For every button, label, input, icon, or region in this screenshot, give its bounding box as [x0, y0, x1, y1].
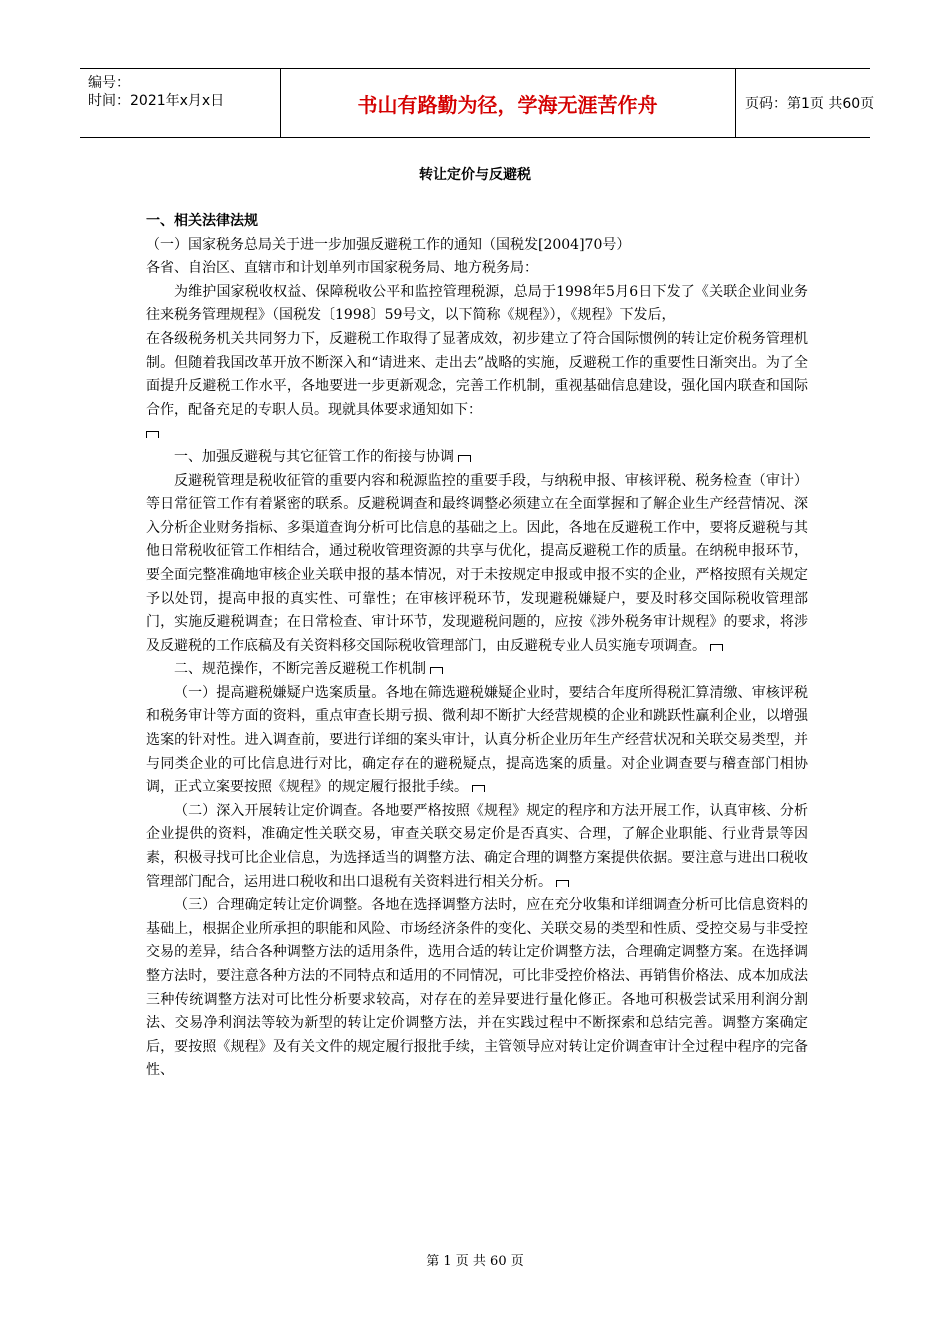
document-body	[146, 210, 808, 1083]
paragraph: 各省、自治区、直辖市和计划单列市国家税务局、地方税务局：	[146, 260, 538, 277]
paragraph-text: 一、加强反避税与其它征管工作的衔接与协调	[174, 448, 454, 465]
header-page-info: 页码：第1页 共60页	[745, 96, 875, 112]
paragraph-text: 反避税管理是税收征管的重要内容和税源监控的重要手段，与纳税申报、审核评税、税务检查（审计）等日常征管工作有着紧密的联系。反避税调查和最终调整必须建立在全面掌握和了解企业生产经营情况、深入分析企业财务指标、多渠道查询分析可比信息的基础之上。因此，各地在反避税工作中，要将反避税与其他日常税收征管工作相结合，通过税收管理资源的共享与优化，提高反避税工作的质量。在纳税申报环节，要全面完整准确地审核企业关联申报的基本情况，对于未按规定申报或申报不实的企业，严格按照有关规定予以处罚，提高申报的真实性、可靠性；在审核评税环节，发现避税嫌疑户，要及时移交国际税收管理部门，实施反避税调查；在日常检查、审计环节，发现避税问题的，应按《涉外税务审计规程》的要求，将涉及反避税的工作底稿及有关资料移交国际税收管理部门，由反避税专业人员实施专项调查。	[146, 472, 808, 654]
paragraph: （三）合理确定转让定价调整。各地在选择调整方法时，应在充分收集和详细调查分析可比信息资料的基础上，根据企业所承担的职能和风险、市场经济条件的变化、关联交易的类型和性质、受控交易与非受控交易的差异，结合各种调整方法的适用条件，选用合适的转让定价调整方法，合理确定调整方案。在选择调整方法时，要注意各种方法的不同特点和适用的不同情况，可比非受控价格法、再销售价格法、成本加成法三种传统调整方法对可比性分析要求较高，对存在的差异要进行量化修正。各地可积极尝试采用利润分割法、交易净利润法等较为新型的转让定价调整方法，并在实践过程中不断探索和总结完善。调整方案确定后，要按照《规程》及有关文件的规定履行报批手续，主管领导应对转让定价调查审计全过程中程序的完备性、	[146, 897, 808, 1079]
paragraph: 在各级税务机关共同努力下，反避税工作取得了显著成效，初步建立了符合国际惯例的转让定价税务管理机制。但随着我国改革开放不断深入和“请进来、走出去”战略的实施，反避税工作的重要性日渐突出。为了全面提升反避税工作水平，各地要进一步更新观念，完善工作机制，重视基础信息建设，强化国内联查和国际合作，配备充足的专职人员。现就具体要求通知如下：	[146, 330, 808, 418]
paragraph: 为维护国家税收权益、保障税收公平和监控管理税源，总局于1998年5月6日下发了《关联企业间业务往来税务管理规程》（国税发〔1998〕59号文，以下简称《规程》），《规程》下发后，	[146, 283, 808, 324]
page-footer: 第 1 页 共 60 页	[426, 1254, 524, 1269]
paragraph-text: （二）深入开展转让定价调查。各地要严格按照《规程》规定的程序和方法开展工作，认真审核、分析企业提供的资料，准确定性关联交易，审查关联交易定价是否真实、合理，了解企业职能、行业背景等因素，积极寻找可比企业信息，为选择适当的调整方法、确定合理的调整方案提供依据。要注意与进出口税收管理部门配合，运用进口税收和出口退税有关资料进行相关分析。	[146, 802, 808, 890]
paragraph: （一）国家税务总局关于进一步加强反避税工作的通知（国税发[2004]70号）	[146, 236, 631, 253]
paragraph	[146, 800, 808, 894]
doc-date-label: 时间：2021年x月x日	[88, 93, 225, 109]
paragraph-text: 二、规范操作，不断完善反避税工作机制	[174, 661, 426, 678]
doc-number-label: 编号：	[88, 75, 130, 91]
paragraph-mark-icon	[472, 785, 485, 792]
paragraph-mark-icon	[146, 431, 159, 438]
header-motto: 书山有路勤为径，学海无涯苦作舟	[357, 93, 658, 117]
paragraph	[146, 470, 808, 659]
paragraph	[146, 446, 808, 470]
section-heading: 一、相关法律法规	[146, 213, 258, 229]
paragraph-mark-icon	[556, 880, 569, 887]
paragraph-mark-icon	[430, 667, 443, 674]
header-motto-cell	[280, 69, 736, 137]
paragraph-mark-icon	[710, 644, 723, 651]
document-title: 转让定价与反避税	[419, 167, 531, 183]
paragraph-text: （一）提高避税嫌疑户选案质量。各地在筛选避税嫌疑企业时，要结合年度所得税汇算清缴、审核评税和税务审计等方面的资料，重点审查长期亏损、微利却不断扩大经营规模的企业和跳跃性赢利企业，以增强选案的针对性。进入调查前，要进行详细的案头审计，认真分析企业历年生产经营状况和关联交易类型，并与同类企业的可比信息进行对比，确定存在的避税疑点，提高选案的质量。对企业调查要与稽查部门相协调，正式立案要按照《规程》的规定履行报批手续。	[146, 684, 808, 796]
page-header	[80, 68, 875, 138]
header-left-cell	[80, 69, 281, 137]
paragraph-mark-icon	[458, 455, 471, 462]
paragraph	[146, 682, 808, 800]
paragraph-mark-line	[146, 422, 808, 446]
header-page-cell	[735, 69, 875, 137]
paragraph	[146, 658, 808, 682]
